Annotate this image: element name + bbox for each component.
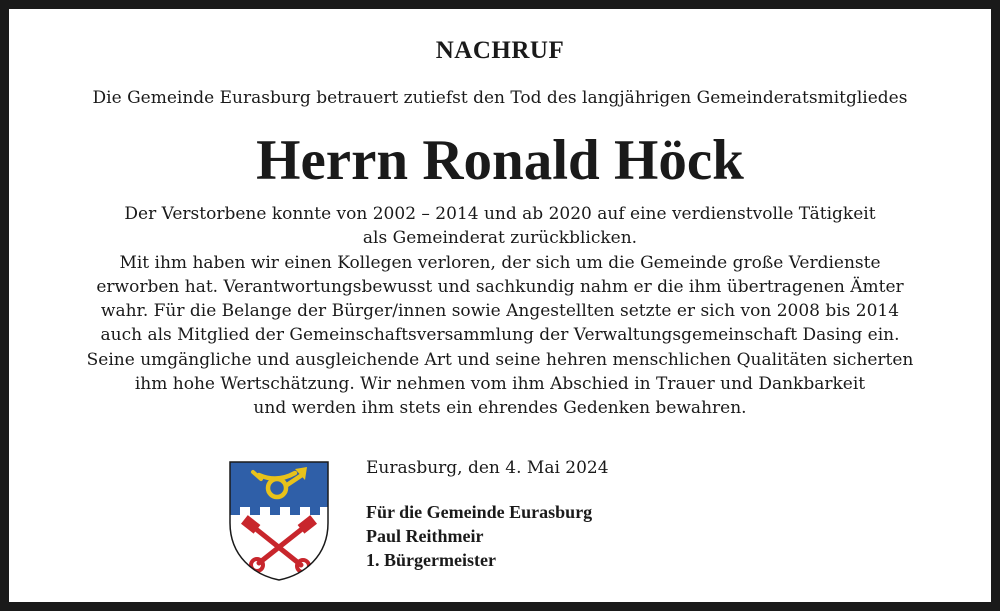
eurasburg-coat-of-arms-icon [229,461,329,581]
body-line: Seine umgängliche und ausgleichende Art und seine hehren menschlichen Qualitäten sicherten [86,349,914,370]
deceased-name: Herrn Ronald Höck [256,129,744,192]
body-line: erworben hat. Verantwortungsbewusst und sachkundig nahm er die ihm übertragenen Ämter [96,276,904,297]
intro-text: Die Gemeinde Eurasburg betrauert zutiefst den Tod des langjährigen Gemeinderatsmitgliedes [92,88,908,108]
body-line: ihm hohe Wertschätzung. Wir nehmen vom ihm Abschied in Trauer und Dankbarkeit [134,374,866,395]
signature-name: Paul Reithmeir [366,526,484,546]
place-date: Eurasburg, den 4. Mai 2024 [366,458,609,478]
body-line: als Gemeinderat zurückblicken. [362,228,638,249]
body-line: Der Verstorbene konnte von 2002 – 2014 und ab 2020 auf eine verdienstvolle Tätigkeit [124,204,876,224]
signature-organization: Für die Gemeinde Eurasburg [366,502,593,522]
body-line: und werden ihm stets ein ehrendes Gedenken bewahren. [253,398,747,419]
body-text [9,202,991,421]
body-line: auch als Mitglied der Gemeinschaftsversammlung der Verwaltungsgemeinschaft Dasing ein. [100,325,900,346]
notice-heading: NACHRUF [435,37,565,64]
signature-block [366,500,592,572]
body-line: wahr. Für die Belange der Bürger/innen sowie Angestellten setzte er sich von 2008 bis 2014 [100,301,900,322]
body-line: Mit ihm haben wir einen Kollegen verloren, der sich um die Gemeinde große Verdienste [119,252,881,273]
signature-title: 1. Bürgermeister [366,550,496,570]
